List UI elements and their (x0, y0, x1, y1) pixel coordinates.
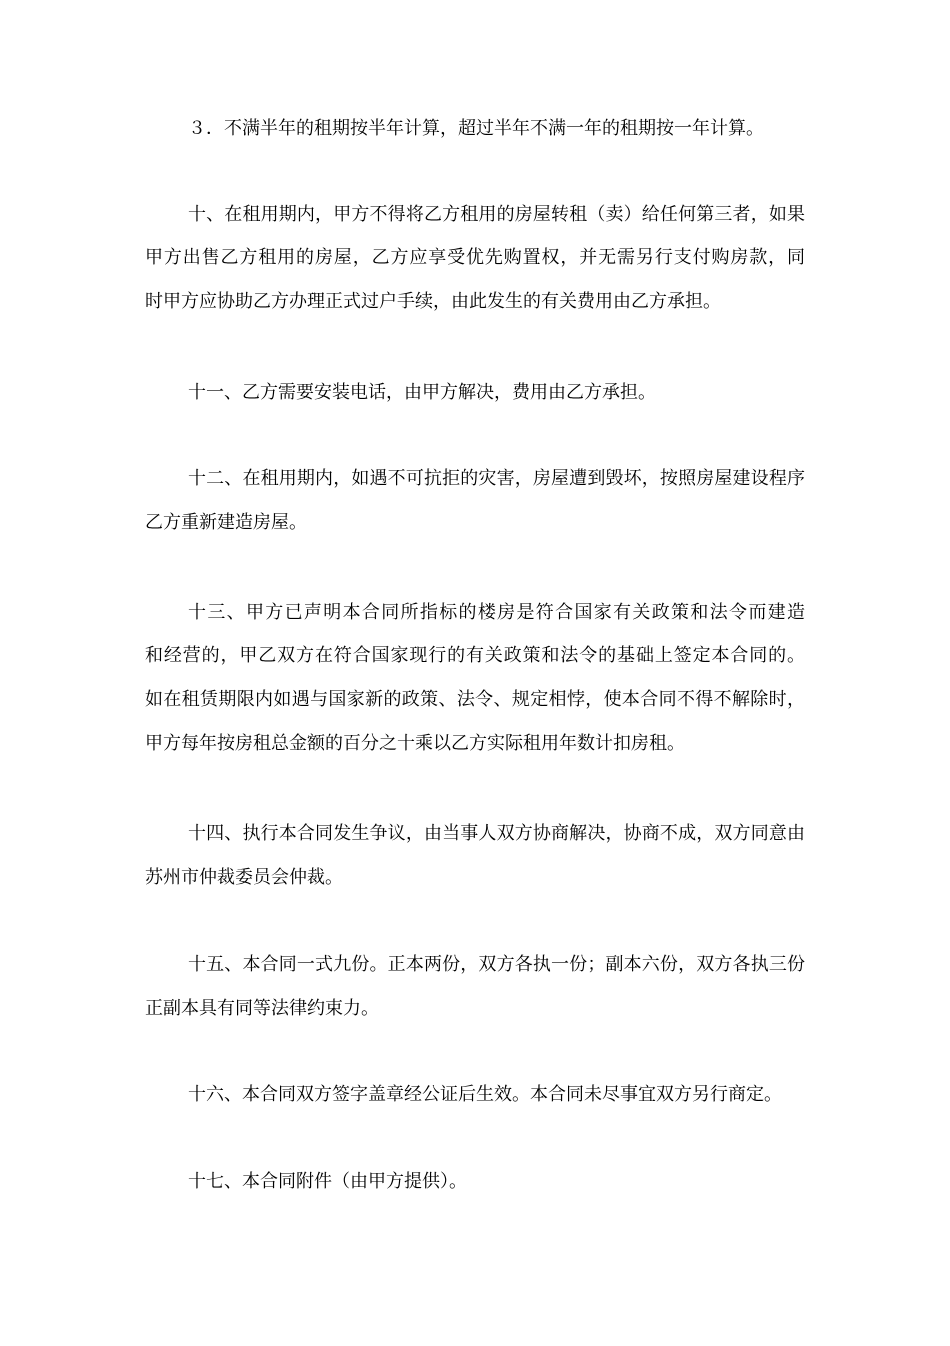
text-line: 时甲方应协助乙方办理正式过户手续，由此发生的有关费用由乙方承担。 (145, 291, 721, 312)
text-line: 十、在租用期内，甲方不得将乙方租用的房屋转租（卖）给任何第三者，如果 (188, 204, 805, 225)
text-line: 十三、甲方已声明本合同所指标的楼房是符合国家有关政策和法令而建造 (188, 602, 805, 623)
text-line: ３．不满半年的租期按半年计算，超过半年不满一年的租期按一年计算。 (188, 118, 764, 139)
text-line: 如在租赁期限内如遇与国家新的政策、法令、规定相悖，使本合同不得不解除时， (145, 689, 805, 710)
text-line: 苏州市仲裁委员会仲裁。 (145, 867, 343, 888)
text-line: 甲方出售乙方租用的房屋，乙方应享受优先购置权，并无需另行支付购房款，同 (145, 247, 805, 268)
text-line: 和经营的，甲乙双方在符合国家现行的有关政策和法令的基础上签定本合同的。 (145, 645, 805, 666)
text-line: 十一、乙方需要安装电话，由甲方解决，费用由乙方承担。 (188, 382, 656, 403)
text-line: 十四、执行本合同发生争议，由当事人双方协商解决，协商不成，双方同意由 (188, 823, 805, 844)
text-line: 甲方每年按房租总金额的百分之十乘以乙方实际租用年数计扣房租。 (145, 733, 685, 754)
text-line: 十七、本合同附件（由甲方提供）。 (188, 1171, 467, 1192)
text-line: 乙方重新建造房屋。 (145, 512, 307, 533)
text-line: 十六、本合同双方签字盖章经公证后生效。本合同未尽事宜双方另行商定。 (188, 1084, 782, 1105)
text-line: 十五、本合同一式九份。正本两份，双方各执一份；副本六份，双方各执三份 (188, 954, 805, 975)
text-line: 十二、在租用期内，如遇不可抗拒的灾害，房屋遭到毁坏，按照房屋建设程序 (188, 468, 805, 489)
text-line: 正副本具有同等法律约束力。 (145, 998, 379, 1019)
